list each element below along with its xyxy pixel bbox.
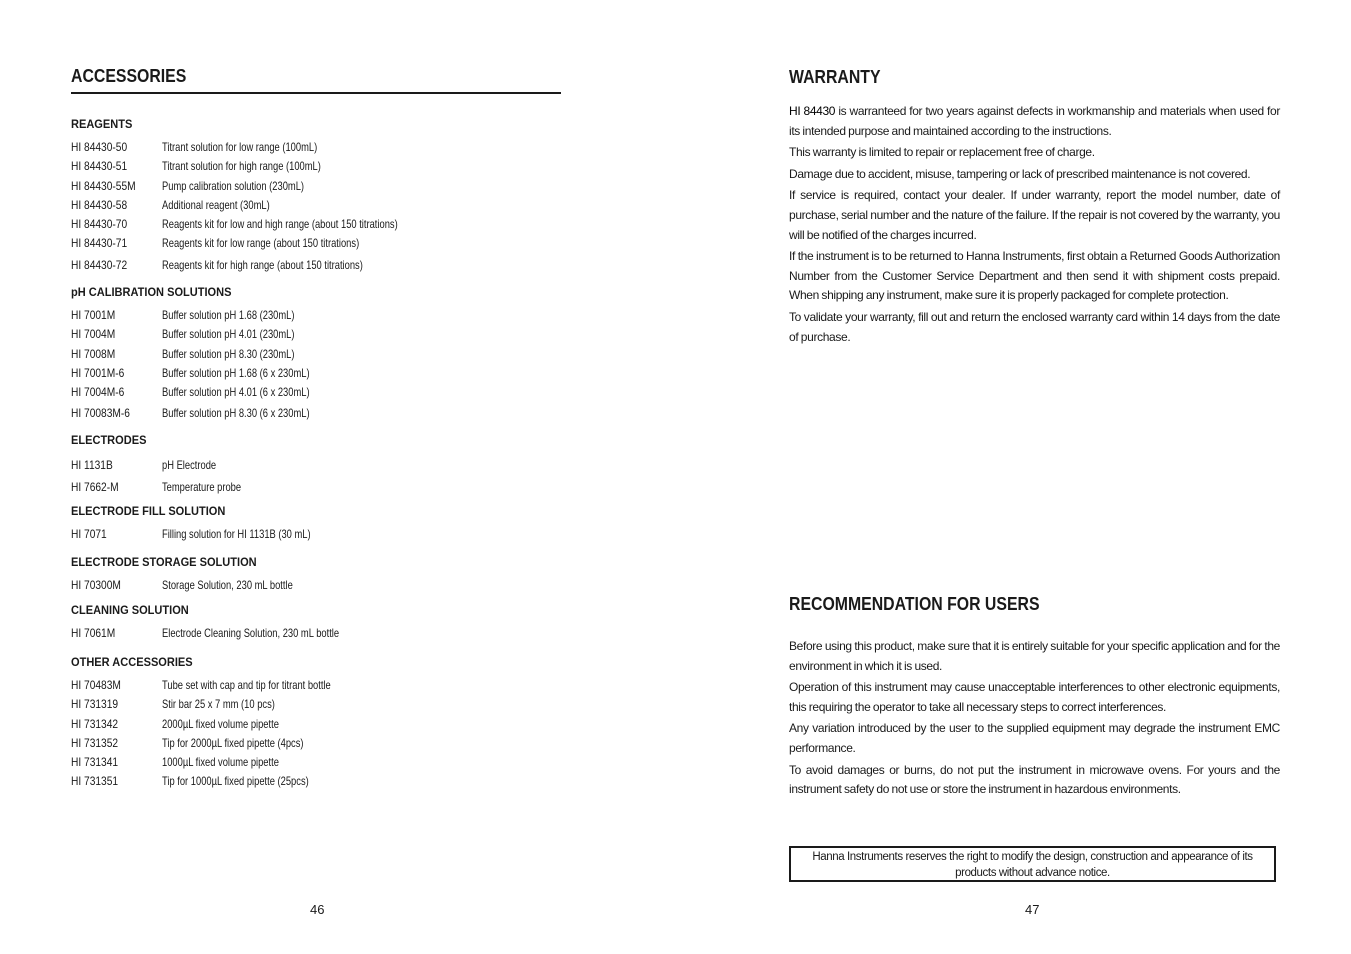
right-page [789, 0, 1280, 954]
recommendation-paragraph: Operation of this instrument may cause unacceptable interferences to other electronic equipments, this requiring the operator to take all necessary steps to correct interferences. [789, 680, 1280, 714]
product-code: HI 84430-50 [71, 140, 128, 154]
list-item [71, 454, 561, 476]
model-number: HI 84430 [789, 104, 836, 118]
product-desc: Stir bar 25 x 7 mm (10 pcs) [162, 697, 275, 712]
disclaimer-notice: Hanna Instruments reserves the right to modify the design, construction and appearance of its products without advance notice. [789, 846, 1276, 882]
product-desc: Buffer solution pH 4.01 (6 x 230mL) [162, 385, 310, 400]
product-code: HI 7061M [71, 626, 116, 640]
product-code: HI 70300M [71, 578, 121, 592]
warranty-title: WARRANTY [789, 67, 881, 87]
product-desc: 1000µL fixed volume pipette [162, 755, 279, 770]
page-number: 47 [1025, 902, 1040, 917]
section-heading: CLEANING SOLUTION [71, 603, 189, 617]
list-item [71, 364, 561, 383]
list-item [71, 196, 561, 215]
product-code: HI 731319 [71, 697, 119, 712]
recommendation-body [789, 637, 1280, 802]
list-item [71, 177, 561, 196]
list-item [71, 525, 561, 544]
section-heading: ELECTRODE FILL SOLUTION [71, 504, 226, 518]
section-heading: OTHER ACCESSORIES [71, 655, 193, 669]
product-desc: Buffer solution pH 1.68 (6 x 230mL) [162, 365, 310, 380]
product-desc: Reagents kit for high range (about 150 titrations) [162, 257, 363, 272]
product-code: HI 7071 [71, 527, 107, 541]
list-item [71, 345, 561, 364]
product-desc: Titrant solution for low range (100mL) [162, 140, 318, 154]
product-code: HI 731341 [71, 755, 119, 770]
product-code: HI 84430-70 [71, 217, 128, 232]
accessories-title: ACCESSORIES [71, 66, 187, 86]
product-desc: Buffer solution pH 4.01 (230mL) [162, 327, 295, 342]
list-item [71, 624, 561, 643]
product-desc: Pump calibration solution (230mL) [162, 178, 305, 193]
product-desc: Buffer solution pH 8.30 (230mL) [162, 346, 295, 361]
product-desc: Tip for 1000µL fixed pipette (25pcs) [162, 774, 309, 789]
cleaning-solution-section [71, 603, 561, 643]
product-desc: Additional reagent (30mL) [162, 197, 270, 212]
warranty-paragraph: HI 84430 is warranteed for two years against defects in workmanship and materials when used for its intended purpose and maintained according to the instructions. [789, 104, 1280, 138]
list-item [71, 157, 561, 176]
product-desc: Storage Solution, 230 mL bottle [162, 578, 293, 592]
product-code: HI 84430-51 [71, 159, 128, 174]
product-code: HI 7662-M [71, 480, 119, 494]
product-desc: Reagents kit for low range (about 150 titrations) [162, 236, 360, 251]
list-item [71, 383, 561, 402]
product-code: HI 7001M [71, 308, 116, 322]
product-code: HI 70083M-6 [71, 406, 130, 421]
list-item [71, 753, 561, 772]
product-code: HI 731352 [71, 735, 119, 750]
other-accessories-section [71, 655, 561, 792]
page-number: 46 [310, 902, 325, 917]
product-desc: Tip for 2000µL fixed pipette (4pcs) [162, 735, 304, 750]
recommendation-paragraph: Before using this product, make sure that it is entirely suitable for your specific application and for the environment in which it is used. [789, 639, 1280, 673]
product-code: HI 7004M-6 [71, 385, 125, 400]
product-desc: Electrode Cleaning Solution, 230 mL bottle [162, 626, 340, 640]
list-item [71, 476, 561, 498]
product-desc: pH Electrode [162, 458, 217, 472]
list-item [71, 325, 561, 344]
list-item [71, 256, 561, 275]
recommendation-paragraph: To avoid damages or burns, do not put the instrument in microwave ovens. For yours and the instrument safety do not use or store the instrument in hazardous environments. [789, 762, 1280, 797]
product-code: HI 7008M [71, 346, 116, 361]
list-item [71, 676, 561, 695]
list-item [71, 234, 561, 253]
product-desc: Reagents kit for low and high range (about 150 titrations) [162, 217, 398, 232]
section-heading: ELECTRODES [71, 433, 147, 447]
recommendation-title: RECOMMENDATION FOR USERS [789, 594, 1040, 614]
section-heading: REAGENTS [71, 117, 133, 131]
product-code: HI 7004M [71, 327, 116, 342]
product-code: HI 1131B [71, 458, 113, 472]
title-rule [71, 92, 561, 94]
warranty-paragraph: Damage due to accident, misuse, tampering or lack of prescribed maintenance is not covered. [789, 166, 1251, 181]
left-page [71, 0, 561, 954]
product-code: HI 84430-58 [71, 197, 128, 212]
product-desc: Buffer solution pH 8.30 (6 x 230mL) [162, 406, 310, 421]
product-code: HI 84430-72 [71, 257, 128, 272]
list-item [71, 715, 561, 734]
warranty-paragraph: If the instrument is to be returned to Hanna Instruments, first obtain a Returned Goods Authorization Number from the Customer Service Department and then send it with shipment costs prepaid. When shipping any instrument, make sure it is properly packaged for complete protection. [789, 249, 1280, 303]
list-item [71, 404, 561, 423]
product-code: HI 7001M-6 [71, 365, 125, 380]
product-desc: Titrant solution for high range (100mL) [162, 159, 321, 174]
product-desc: Temperature probe [162, 480, 242, 494]
list-item [71, 138, 561, 157]
warranty-paragraph: This warranty is limited to repair or replacement free of charge. [789, 145, 1095, 160]
product-desc: Tube set with cap and tip for titrant bottle [162, 678, 331, 692]
section-heading: ELECTRODE STORAGE SOLUTION [71, 555, 257, 569]
list-item [71, 576, 561, 595]
reagents-section [71, 117, 561, 275]
recommendation-paragraph: Any variation introduced by the user to the supplied equipment may degrade the instrument EMC performance. [789, 721, 1280, 755]
product-code: HI 731351 [71, 774, 119, 789]
product-desc: 2000µL fixed volume pipette [162, 716, 279, 731]
list-item [71, 734, 561, 753]
section-heading: pH CALIBRATION SOLUTIONS [71, 285, 232, 299]
list-item [71, 772, 561, 791]
ph-calibration-section [71, 285, 561, 424]
product-code: HI 731342 [71, 716, 119, 731]
product-desc: Buffer solution pH 1.68 (230mL) [162, 308, 295, 322]
product-code: HI 70483M [71, 678, 121, 692]
electrode-fill-section [71, 504, 561, 544]
list-item [71, 306, 561, 325]
product-code: HI 84430-71 [71, 236, 128, 251]
list-item [71, 215, 561, 234]
warranty-body [789, 102, 1280, 349]
warranty-paragraph: To validate your warranty, fill out and return the enclosed warranty card within 14 days from the date of purchase. [789, 309, 1280, 344]
product-desc: Filling solution for HI 1131B (30 mL) [162, 527, 311, 541]
electrode-storage-section [71, 555, 561, 595]
product-code: HI 84430-55M [71, 178, 136, 193]
electrodes-section [71, 433, 561, 498]
warranty-paragraph: If service is required, contact your dealer. If under warranty, report the model number, date of purchase, serial number and the nature of the failure. If the repair is not covered by the warranty, you will be notified of the charges incurred. [789, 188, 1280, 242]
list-item [71, 695, 561, 714]
